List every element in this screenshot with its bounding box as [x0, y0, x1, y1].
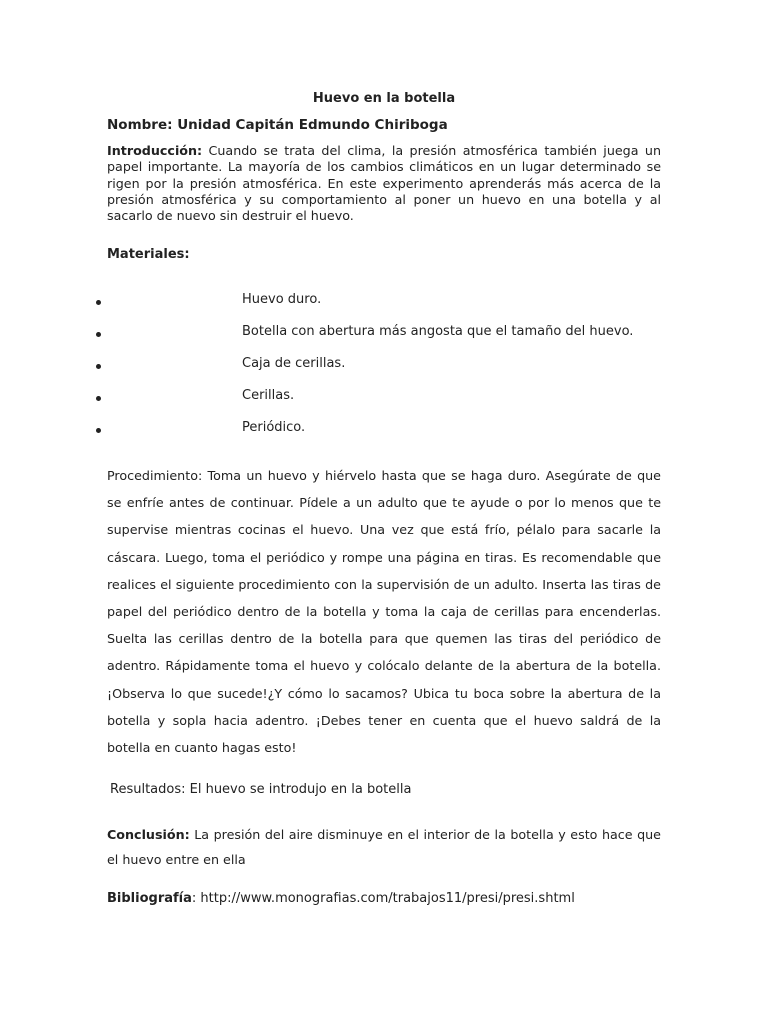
conclusion-text: La presión del aire disminuye en el interior de la botella y esto hace que el huevo entre en ella	[107, 827, 661, 867]
material-text: Caja de cerillas.	[242, 356, 346, 371]
author-name: Nombre: Unidad Capitán Edmundo Chiriboga	[107, 117, 448, 133]
introduction-paragraph	[107, 143, 661, 224]
bibliography-link: : http://www.monografias.com/trabajos11/presi/presi.shtml	[191, 891, 575, 906]
conclusion-paragraph	[107, 822, 661, 872]
list-item	[0, 324, 768, 356]
document-title: Huevo en la botella	[312, 91, 456, 106]
list-item	[0, 388, 768, 420]
bullet-icon	[96, 428, 101, 433]
list-item	[0, 292, 768, 324]
bullet-icon	[96, 364, 101, 369]
results-line: Resultados: El huevo se introdujo en la botella	[110, 782, 412, 797]
introduction-text: Cuando se trata del clima, la presión atmosférica también juega un papel importante. La mayoría de los cambios climáticos en un lugar determinado se rigen por la presión atmosférica. En este experimento aprenderás más acerca de la presión atmosférica y su comportamiento al poner un huevo en una botella y al sacarlo de nuevo sin destruir el huevo.	[107, 143, 661, 224]
material-text: Cerillas.	[242, 388, 295, 403]
material-text: Periódico.	[242, 420, 306, 435]
bullet-icon	[96, 332, 101, 337]
bullet-icon	[96, 300, 101, 305]
list-item	[0, 356, 768, 388]
bibliography-line	[107, 891, 575, 906]
introduction-label: Introducción:	[107, 143, 203, 158]
materials-list	[0, 292, 768, 452]
procedure-paragraph: Procedimiento: Toma un huevo y hiérvelo hasta que se haga duro. Asegúrate de que se enfríe antes de continuar. Pídele a un adulto que te ayude o por lo menos que te supervise mientras cocinas el huevo. Una vez que está frío, pélalo para sacarle la cáscara. Luego, toma el periódico y rompe una página en tiras. Es recomendable que realices el siguiente procedimiento con la supervisión de un adulto. Inserta las tiras de papel del periódico dentro de la botella y toma la caja de cerillas para encenderlas. Suelta las cerillas dentro de la botella para que quemen las tiras del periódico de adentro. Rápidamente toma el huevo y colócalo delante de la abertura de la botella. ¡Observa lo que sucede!¿Y cómo lo sacamos? Ubica tu boca sobre la abertura de la botella y sopla hacia adentro. ¡Debes tener en cuenta que el huevo saldrá de la botella en cuanto hagas esto!	[107, 468, 661, 756]
bibliography-label: Bibliografía	[107, 891, 192, 906]
bullet-icon	[96, 396, 101, 401]
materials-heading: Materiales:	[107, 247, 190, 262]
material-text: Botella con abertura más angosta que el tamaño del huevo.	[242, 324, 634, 339]
list-item	[0, 420, 768, 452]
material-text: Huevo duro.	[242, 292, 322, 307]
conclusion-label: Conclusión:	[107, 827, 190, 842]
